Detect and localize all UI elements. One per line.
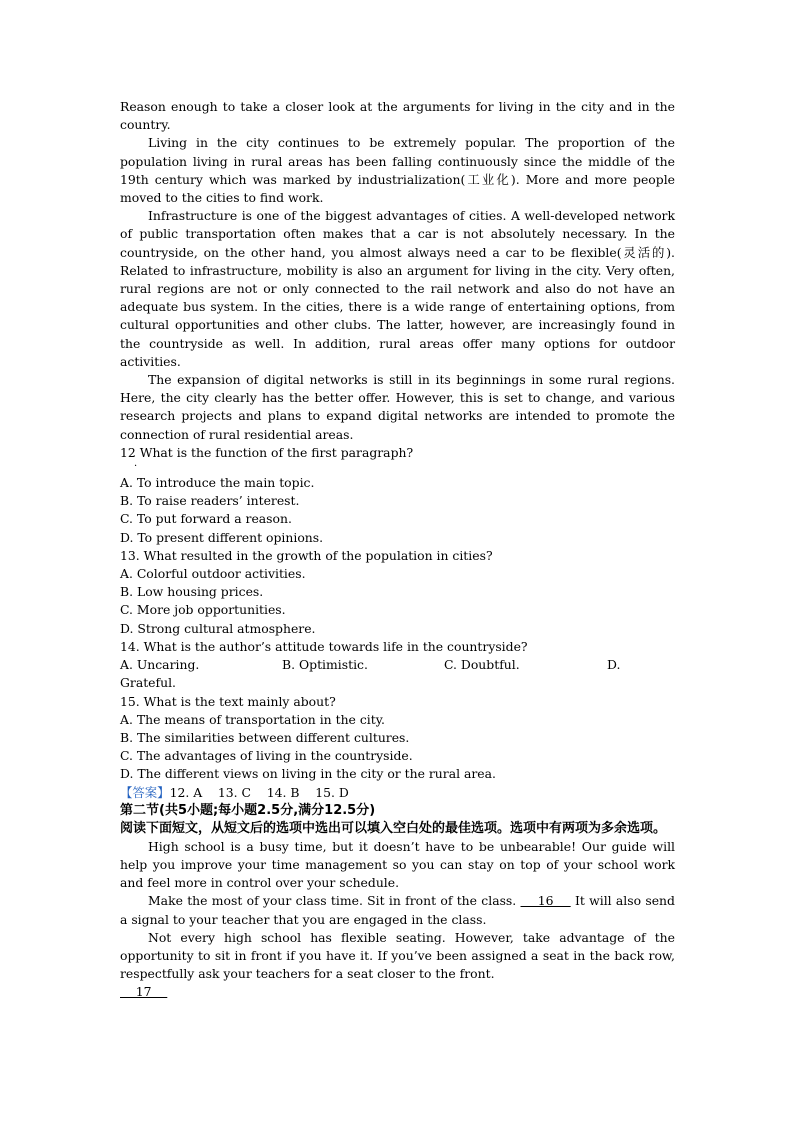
question-stem: 13. What resulted in the growth of the population in cities? bbox=[120, 547, 493, 563]
cloze-paragraph-1: High school is a busy time, but it doesn’t have to be unbearable! Our guide will help you improve your time management so you can stay on top of your school work and feel more in control over your schedule. bbox=[120, 838, 675, 891]
passage-paragraph-1: Reason enough to take a closer look at the arguments for living in the city and in the country. bbox=[120, 99, 675, 133]
passage-paragraph-2: Living in the city continues to be extremely popular. The proportion of the population living in rural areas has been falling continuously since the middle of the 19th century which was marked by industrialization(工业化). More and more people moved to the cities to find work. bbox=[120, 135, 675, 206]
option-d-continued: Grateful. bbox=[120, 675, 176, 691]
cloze-text-before: Make the most of your class time. Sit in front of the class. bbox=[148, 893, 517, 909]
options-row bbox=[120, 656, 675, 674]
option-b: B. The similarities between different cultures. bbox=[120, 729, 410, 745]
option-c: C. More job opportunities. bbox=[120, 602, 286, 618]
cloze-text-after: It will also send a signal to your teacher that you are engaged in the class. bbox=[120, 893, 675, 927]
passage-paragraph-3: Infrastructure is one of the biggest advantages of cities. A well-developed network of public transportation often makes that a car is not absolutely necessary. In the countryside, on the other hand, you almost always need a car to be flexible(灵活的). Related to infrastructure, mobility is also an argument for living in the city. Very often, rural regions are not or only connected to the rail network and also do not have an adequate bus system. In the cities, there is a wide range of entertaining options, from cultural opportunities and other clubs. The latter, however, are increasingly found in the countryside as well. In addition, rural areas offer many options for outdoor activities. bbox=[120, 208, 675, 369]
option-d: D. Strong cultural atmosphere. bbox=[120, 620, 316, 636]
option-b: B. Optimistic. bbox=[282, 657, 368, 673]
option-d: D. To present different opinions. bbox=[120, 529, 324, 545]
option-b: B. To raise readers’ interest. bbox=[120, 493, 300, 509]
option-d: D. The different views on living in the city or the rural area. bbox=[120, 766, 496, 782]
option-a: A. The means of transportation in the city. bbox=[120, 711, 385, 727]
question-stem: 12 What is the function of the first paragraph? bbox=[120, 444, 414, 460]
question-stem: 15. What is the text mainly about? bbox=[120, 693, 336, 709]
question-12 bbox=[120, 444, 675, 547]
option-a: A. Colorful outdoor activities. bbox=[120, 566, 306, 582]
section-instructions: 阅读下面短文，从短文后的选项中选出可以填入空白处的最佳选项。选项中有两项为多余选项。 bbox=[120, 820, 667, 836]
question-stem: 14. What is the author’s attitude towards life in the countryside? bbox=[120, 638, 528, 654]
cloze-paragraph-2 bbox=[120, 892, 675, 928]
option-c: C. To put forward a reason. bbox=[120, 511, 292, 527]
option-c: C. The advantages of living in the countryside. bbox=[120, 748, 413, 764]
option-d: D. bbox=[607, 657, 621, 673]
stray-mark: · bbox=[134, 461, 138, 473]
question-14 bbox=[120, 638, 675, 693]
passage-paragraph-4: The expansion of digital networks is still in its beginnings in some rural regions. Here, the city clearly has the better offer. However, this is set to change, and various research projects and plans to expand digital networks are intended to promote the connection of rural residential areas. bbox=[120, 372, 675, 442]
option-b: B. Low housing prices. bbox=[120, 584, 264, 600]
option-a: A. To introduce the main topic. bbox=[120, 475, 315, 491]
option-a: A. Uncaring. bbox=[120, 657, 200, 673]
section-title: 第二节(共5小题;每小题2.5分,满分12.5分) bbox=[120, 802, 376, 818]
document-page bbox=[120, 98, 675, 1002]
question-13 bbox=[120, 547, 675, 638]
blank-17: 17 bbox=[120, 984, 168, 1000]
answer-text: 12. A 13. C 14. B 15. D bbox=[169, 784, 349, 800]
blank-17-line bbox=[120, 983, 675, 1001]
answer-key bbox=[120, 784, 675, 802]
question-15 bbox=[120, 693, 675, 784]
blank-16: 16 bbox=[520, 893, 571, 909]
option-c: C. Doubtful. bbox=[444, 657, 520, 673]
cloze-paragraph-3: Not every high school has flexible seating. However, take advantage of the opportunity to sit in front if you have it. If you’ve been assigned a seat in the back row, respectfully ask your teachers for a seat closer to the front. bbox=[120, 929, 675, 982]
answer-tag: 【答案】 bbox=[120, 784, 170, 800]
